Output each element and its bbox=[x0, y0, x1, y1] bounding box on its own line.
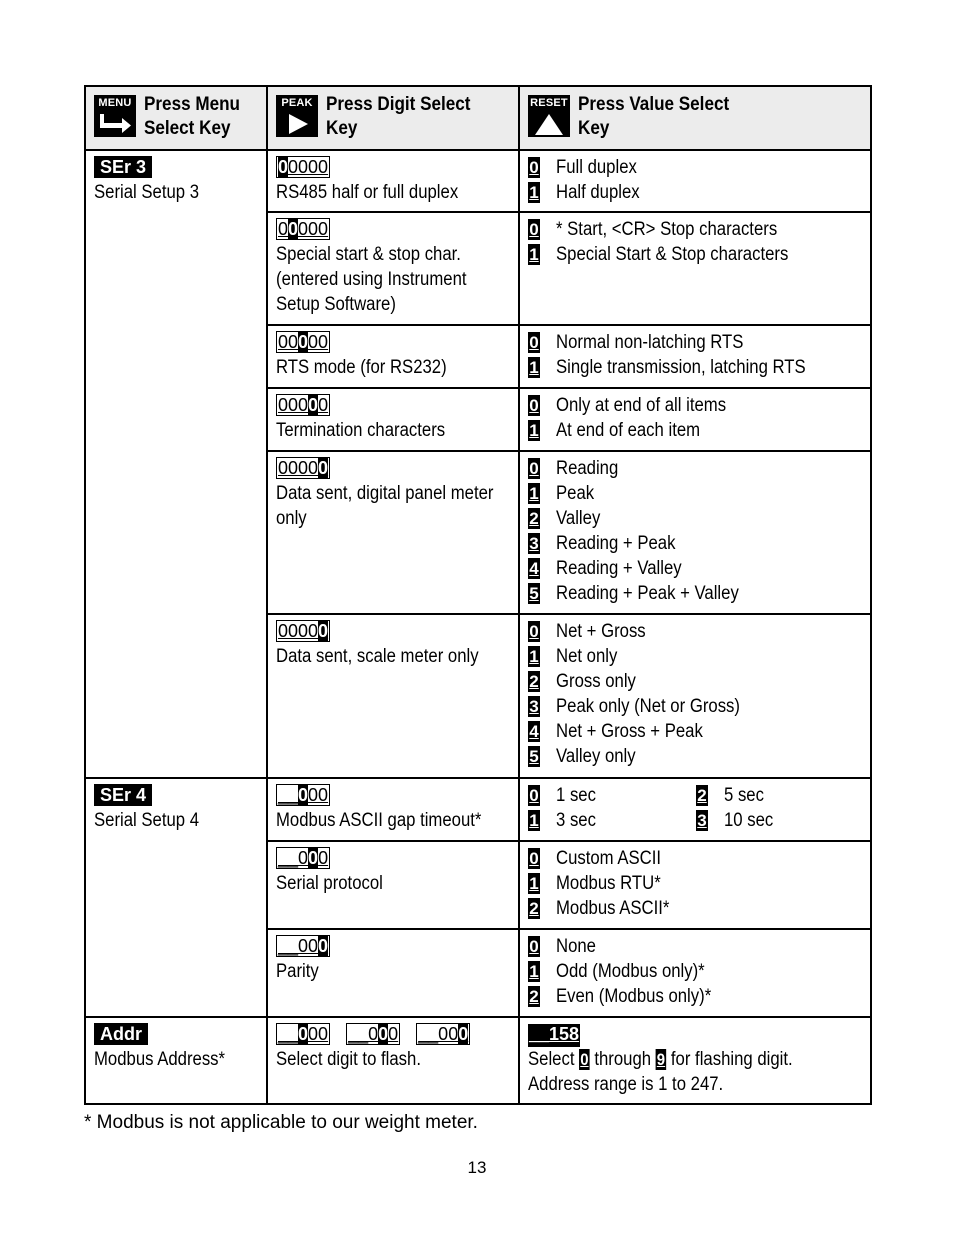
addr-value-instructions bbox=[528, 1047, 862, 1072]
option-text: Reading + Peak bbox=[556, 533, 676, 554]
option-item bbox=[528, 581, 862, 606]
code-prefix: __0 bbox=[278, 848, 309, 868]
ser4-row bbox=[85, 778, 871, 841]
value-options bbox=[528, 155, 862, 205]
ser3-value-cell-4 bbox=[519, 388, 871, 451]
selected-digit: 0 bbox=[308, 395, 319, 415]
menu-key-line1: Press Menu bbox=[144, 94, 240, 115]
menu-key-header bbox=[85, 86, 267, 150]
option-item bbox=[528, 217, 862, 242]
option-item bbox=[528, 180, 862, 205]
option-digit: 1 bbox=[529, 811, 539, 830]
option-text: Net only bbox=[556, 646, 618, 667]
addr-row bbox=[85, 1017, 871, 1104]
digit-description: (entered using Instrument bbox=[276, 269, 467, 290]
digit-description: Parity bbox=[276, 961, 319, 982]
selected-digit: 0 bbox=[298, 785, 309, 805]
code-prefix: 0 bbox=[278, 219, 289, 239]
code-suffix: 00 bbox=[308, 785, 329, 805]
option-item bbox=[528, 644, 862, 669]
digit-code-display bbox=[276, 331, 330, 353]
option-item bbox=[696, 808, 780, 833]
option-text: Gross only bbox=[556, 671, 636, 692]
code-prefix: 00 bbox=[278, 332, 299, 352]
value-options bbox=[528, 393, 862, 443]
option-item bbox=[528, 506, 862, 531]
option-digit: 1 bbox=[529, 421, 539, 440]
option-digit: 0 bbox=[529, 849, 539, 868]
option-digit: 0 bbox=[529, 333, 539, 352]
value-right-options bbox=[696, 783, 780, 833]
option-item bbox=[528, 694, 862, 719]
option-digit: 0 bbox=[529, 158, 539, 177]
ser4-digit-cell-3 bbox=[267, 929, 519, 1017]
code-suffix: 0 bbox=[318, 395, 329, 415]
option-digit: 0 bbox=[529, 220, 539, 239]
option-item bbox=[528, 418, 862, 443]
option-item bbox=[528, 531, 862, 556]
option-text: Net + Gross + Peak bbox=[556, 721, 703, 742]
option-text: 3 sec bbox=[556, 810, 596, 831]
code-prefix: 000 bbox=[278, 395, 309, 415]
addr-digit-codes bbox=[276, 1022, 510, 1047]
value-options bbox=[528, 217, 862, 267]
digit-description: RS485 half or full duplex bbox=[276, 182, 459, 203]
ser4-value-cell-2 bbox=[519, 841, 871, 929]
footnote: * Modbus is not applicable to our weight meter. bbox=[84, 1112, 478, 1133]
option-digit: 2 bbox=[529, 899, 539, 918]
option-item bbox=[528, 619, 862, 644]
ser3-menu-cell bbox=[85, 150, 267, 778]
addr-value-display: __158 bbox=[528, 1024, 580, 1047]
option-text: Special Start & Stop characters bbox=[556, 244, 789, 265]
selected-digit: 0 bbox=[318, 936, 329, 956]
option-text: Reading + Valley bbox=[556, 558, 682, 579]
digit-description: Modbus ASCII gap timeout* bbox=[276, 810, 482, 831]
digit-key-header bbox=[267, 86, 519, 150]
option-item bbox=[528, 242, 862, 267]
digit-code-display bbox=[276, 457, 330, 479]
addr-digit-description: Select digit to flash. bbox=[276, 1049, 421, 1070]
selected-digit: 0 bbox=[458, 1024, 469, 1044]
value-key-line2: Key bbox=[578, 118, 610, 139]
ser4-digit-cell-2 bbox=[267, 841, 519, 929]
option-item bbox=[528, 959, 862, 984]
option-text: Reading bbox=[556, 458, 619, 479]
digit-description: Termination characters bbox=[276, 420, 446, 441]
code-suffix: 0000 bbox=[288, 157, 329, 177]
settings-table bbox=[84, 85, 872, 1105]
code-suffix: 00 bbox=[308, 1024, 329, 1044]
option-digit: 5 bbox=[529, 747, 539, 766]
option-digit: 3 bbox=[529, 534, 539, 553]
digit-key-line2: Key bbox=[326, 118, 358, 139]
digit-description: only bbox=[276, 508, 307, 529]
value-key-header bbox=[519, 86, 871, 150]
instr-text-1: Select bbox=[528, 1049, 580, 1070]
digit-description: Data sent, digital panel meter bbox=[276, 483, 494, 504]
option-digit: 1 bbox=[529, 183, 539, 202]
option-digit: 5 bbox=[529, 584, 539, 603]
selected-digit: 0 bbox=[318, 621, 329, 641]
option-text: 10 sec bbox=[724, 810, 774, 831]
option-item bbox=[528, 330, 862, 355]
option-item bbox=[528, 984, 862, 1009]
option-text: 1 sec bbox=[556, 785, 596, 806]
option-digit: 1 bbox=[529, 245, 539, 264]
code-suffix: 0 bbox=[388, 1024, 399, 1044]
option-digit: 4 bbox=[529, 559, 539, 578]
selected-digit: 0 bbox=[308, 848, 319, 868]
table-header-row bbox=[85, 86, 871, 150]
selected-digit: 0 bbox=[318, 458, 329, 478]
digit-description: Special start & stop char. bbox=[276, 244, 461, 265]
ser3-digit-cell-6 bbox=[267, 614, 519, 778]
code-prefix: 0000 bbox=[278, 458, 319, 478]
digit-description: RTS mode (for RS232) bbox=[276, 357, 447, 378]
option-digit: 0 bbox=[529, 459, 539, 478]
option-text: Only at end of all items bbox=[556, 395, 727, 416]
option-item bbox=[528, 669, 862, 694]
value-options bbox=[528, 846, 862, 921]
code-suffix: 0 bbox=[318, 848, 329, 868]
option-digit: 3 bbox=[529, 697, 539, 716]
ser4-value-cell-3 bbox=[519, 929, 871, 1017]
selected-digit: 0 bbox=[378, 1024, 389, 1044]
ser3-value-cell-3 bbox=[519, 325, 871, 388]
option-item bbox=[528, 846, 862, 871]
digit-code-display bbox=[276, 784, 330, 806]
option-text: None bbox=[556, 936, 596, 957]
option-digit: 1 bbox=[529, 647, 539, 666]
option-digit: 0 bbox=[529, 937, 539, 956]
option-item bbox=[528, 456, 862, 481]
value-options bbox=[528, 330, 862, 380]
option-digit: 2 bbox=[697, 786, 707, 805]
option-digit: 2 bbox=[529, 509, 539, 528]
option-digit: 1 bbox=[529, 962, 539, 981]
option-text: Odd (Modbus only)* bbox=[556, 961, 705, 982]
option-digit: 2 bbox=[529, 987, 539, 1006]
menu-title: Serial Setup 3 bbox=[94, 182, 200, 203]
selected-digit: 0 bbox=[298, 332, 309, 352]
option-text: Normal non-latching RTS bbox=[556, 332, 744, 353]
page-number: 13 bbox=[467, 1158, 487, 1177]
code-prefix: __00 bbox=[278, 936, 319, 956]
option-item bbox=[528, 896, 862, 921]
end-digit: 9 bbox=[656, 1050, 666, 1069]
digit-code-display bbox=[276, 847, 330, 869]
digit-description: Data sent, scale meter only bbox=[276, 646, 479, 667]
option-digit: 0 bbox=[529, 396, 539, 415]
menu-display-label: Addr bbox=[94, 1023, 148, 1045]
code-prefix: __00 bbox=[418, 1024, 459, 1044]
ser3-value-cell-2 bbox=[519, 212, 871, 325]
selected-digit: 0 bbox=[298, 1024, 309, 1044]
option-text: Half duplex bbox=[556, 182, 640, 203]
option-digit: 4 bbox=[529, 722, 539, 741]
ser3-digit-cell-4 bbox=[267, 388, 519, 451]
instr-text-2: through bbox=[589, 1049, 656, 1070]
option-text: Full duplex bbox=[556, 157, 637, 178]
ser4-menu-cell bbox=[85, 778, 267, 1017]
option-text: Peak only (Net or Gross) bbox=[556, 696, 740, 717]
option-item bbox=[528, 783, 696, 808]
option-text: Modbus RTU* bbox=[556, 873, 661, 894]
option-text: Valley only bbox=[556, 746, 636, 767]
ser3-digit-cell-1 bbox=[267, 150, 519, 212]
menu-key-line2: Select Key bbox=[144, 118, 231, 139]
reset-key-icon: RESET bbox=[528, 95, 570, 137]
digit-code-display bbox=[346, 1023, 400, 1045]
ser4-value-cell-1 bbox=[519, 778, 871, 841]
ser3-value-cell-5 bbox=[519, 451, 871, 614]
option-text: Modbus ASCII* bbox=[556, 898, 670, 919]
addr-range-text: Address range is 1 to 247. bbox=[528, 1074, 724, 1095]
ser3-row bbox=[85, 150, 871, 212]
addr-digit-cell bbox=[267, 1017, 519, 1104]
instr-text-3: for flashing digit. bbox=[666, 1049, 793, 1070]
digit-description: Setup Software) bbox=[276, 294, 396, 315]
option-item bbox=[528, 871, 862, 896]
code-suffix: 000 bbox=[298, 219, 329, 239]
up-triangle-icon bbox=[528, 111, 570, 137]
code-prefix: 0000 bbox=[278, 621, 319, 641]
option-item bbox=[528, 155, 862, 180]
digit-code-display bbox=[276, 620, 330, 642]
option-item bbox=[528, 481, 862, 506]
selected-digit: 0 bbox=[288, 219, 299, 239]
digit-code-display bbox=[276, 394, 330, 416]
start-digit: 0 bbox=[580, 1050, 589, 1069]
ser3-digit-cell-5 bbox=[267, 451, 519, 614]
code-prefix: __0 bbox=[348, 1024, 379, 1044]
option-digit: 1 bbox=[529, 484, 539, 503]
digit-code-display bbox=[276, 218, 330, 240]
digit-code-display bbox=[276, 156, 330, 178]
right-triangle-icon bbox=[276, 111, 318, 137]
option-text: Valley bbox=[556, 508, 601, 529]
code-prefix: __ bbox=[278, 785, 299, 805]
option-item bbox=[528, 393, 862, 418]
option-item bbox=[528, 744, 862, 769]
option-digit: 2 bbox=[529, 672, 539, 691]
value-options bbox=[528, 619, 862, 769]
code-prefix: __ bbox=[278, 1024, 299, 1044]
digit-code-display bbox=[276, 1023, 330, 1045]
digit-code-display bbox=[416, 1023, 470, 1045]
menu-key-icon: MENU bbox=[94, 95, 136, 137]
digit-key-line1: Press Digit Select bbox=[326, 94, 471, 115]
option-digit: 0 bbox=[529, 622, 539, 641]
value-options bbox=[528, 934, 862, 1009]
option-text: 5 sec bbox=[724, 785, 764, 806]
value-key-line1: Press Value Select bbox=[578, 94, 730, 115]
option-item bbox=[528, 808, 696, 833]
addr-value-cell bbox=[519, 1017, 871, 1104]
option-text: Reading + Peak + Valley bbox=[556, 583, 739, 604]
option-text: Custom ASCII bbox=[556, 848, 662, 869]
option-item bbox=[528, 556, 862, 581]
option-text: * Start, <CR> Stop characters bbox=[556, 219, 778, 240]
menu-display-label: SEr 3 bbox=[94, 156, 152, 178]
addr-menu-cell bbox=[85, 1017, 267, 1104]
ser3-value-cell-6 bbox=[519, 614, 871, 778]
ser4-digit-cell-1 bbox=[267, 778, 519, 841]
option-digit: 0 bbox=[529, 786, 539, 805]
ser3-value-cell-1 bbox=[519, 150, 871, 212]
option-text: At end of each item bbox=[556, 420, 701, 441]
code-suffix: 00 bbox=[308, 332, 329, 352]
option-item bbox=[528, 719, 862, 744]
enter-arrow-icon bbox=[94, 111, 136, 137]
option-text: Single transmission, latching RTS bbox=[556, 357, 806, 378]
option-digit: 1 bbox=[529, 874, 539, 893]
option-text: Net + Gross bbox=[556, 621, 646, 642]
option-item bbox=[528, 355, 862, 380]
option-digit: 3 bbox=[697, 811, 707, 830]
value-left-options bbox=[528, 783, 696, 833]
digit-code-display bbox=[276, 935, 330, 957]
peak-key-icon: PEAK bbox=[276, 95, 318, 137]
ser3-digit-cell-3 bbox=[267, 325, 519, 388]
option-item bbox=[696, 783, 780, 808]
ser3-digit-cell-2 bbox=[267, 212, 519, 325]
menu-title: Modbus Address* bbox=[94, 1049, 226, 1070]
selected-digit: 0 bbox=[278, 157, 289, 177]
value-options bbox=[528, 456, 862, 606]
option-item bbox=[528, 934, 862, 959]
option-text: Even (Modbus only)* bbox=[556, 986, 712, 1007]
digit-description: Serial protocol bbox=[276, 873, 383, 894]
option-text: Peak bbox=[556, 483, 595, 504]
menu-display-label: SEr 4 bbox=[94, 784, 152, 806]
menu-title: Serial Setup 4 bbox=[94, 810, 200, 831]
option-digit: 1 bbox=[529, 358, 539, 377]
